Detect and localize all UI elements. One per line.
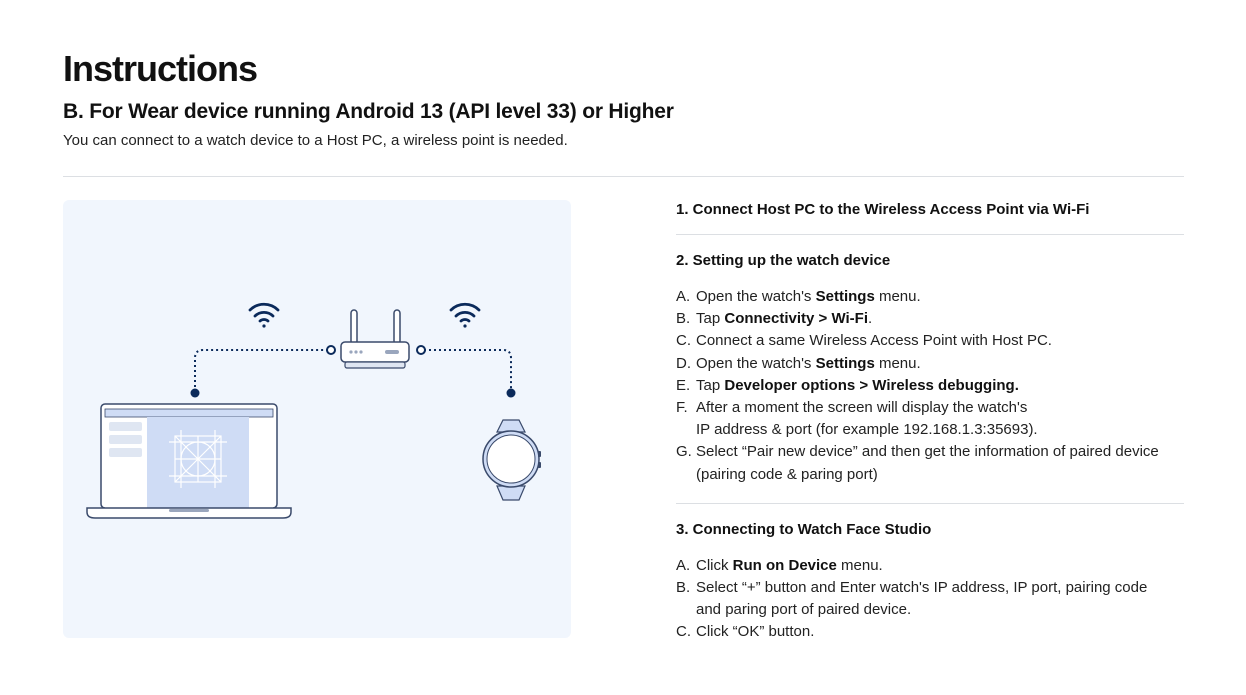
dotted-link-laptop-router bbox=[195, 350, 328, 392]
step-3-list bbox=[676, 555, 1184, 644]
connection-diagram bbox=[63, 200, 571, 638]
list-item: B. Select “+” button and Enter watch's IP address, IP port, pairing code and paring port of paired device. bbox=[676, 579, 1148, 619]
wifi-icon bbox=[451, 304, 479, 327]
list-item: E. Tap Developer options > Wireless debugging. bbox=[676, 376, 1019, 394]
wifi-icon bbox=[250, 304, 278, 327]
list-item: C. Connect a same Wireless Access Point with Host PC. bbox=[676, 332, 1052, 350]
intro-text: You can connect to a watch device to a Host PC, a wireless point is needed. bbox=[63, 132, 568, 149]
step-2-list bbox=[676, 286, 1184, 486]
router-icon bbox=[341, 310, 409, 368]
list-item: C. Click “OK” button. bbox=[676, 623, 815, 641]
watch-node-dot bbox=[507, 389, 516, 398]
step-2-heading: 2. Setting up the watch device bbox=[676, 252, 891, 269]
laptop-node-dot bbox=[191, 389, 200, 398]
instruction-steps bbox=[676, 200, 1184, 644]
dotted-link-router-watch bbox=[424, 350, 511, 392]
list-item: F. After a moment the screen will display the watch's IP address & port (for example 192.168.1.3:35693). bbox=[676, 399, 1038, 439]
step-3-heading: 3. Connecting to Watch Face Studio bbox=[676, 520, 932, 538]
list-item: A. Open the watch's Settings menu. bbox=[676, 288, 921, 305]
header-divider bbox=[63, 176, 1184, 177]
section-title: B. For Wear device running Android 13 (API level 33) or Higher bbox=[63, 100, 674, 123]
connection-illustration bbox=[63, 200, 571, 638]
router-port-right bbox=[417, 346, 425, 354]
list-item: G. Select “Pair new device” and then get the information of paired device (pairing code & paring port) bbox=[676, 443, 1159, 483]
step-divider bbox=[676, 234, 1184, 235]
laptop-icon bbox=[87, 404, 291, 518]
step-1-heading: 1. Connect Host PC to the Wireless Access Point via Wi-Fi bbox=[676, 201, 1090, 218]
page-title: Instructions bbox=[63, 48, 258, 89]
list-item: D. Open the watch's Settings menu. bbox=[676, 354, 921, 372]
list-item: B. Tap Connectivity > Wi-Fi. bbox=[676, 310, 873, 328]
step-divider bbox=[676, 503, 1184, 504]
list-item: A. Click Run on Device menu. bbox=[676, 556, 883, 574]
smartwatch-icon bbox=[483, 420, 541, 500]
router-port-left bbox=[327, 346, 335, 354]
